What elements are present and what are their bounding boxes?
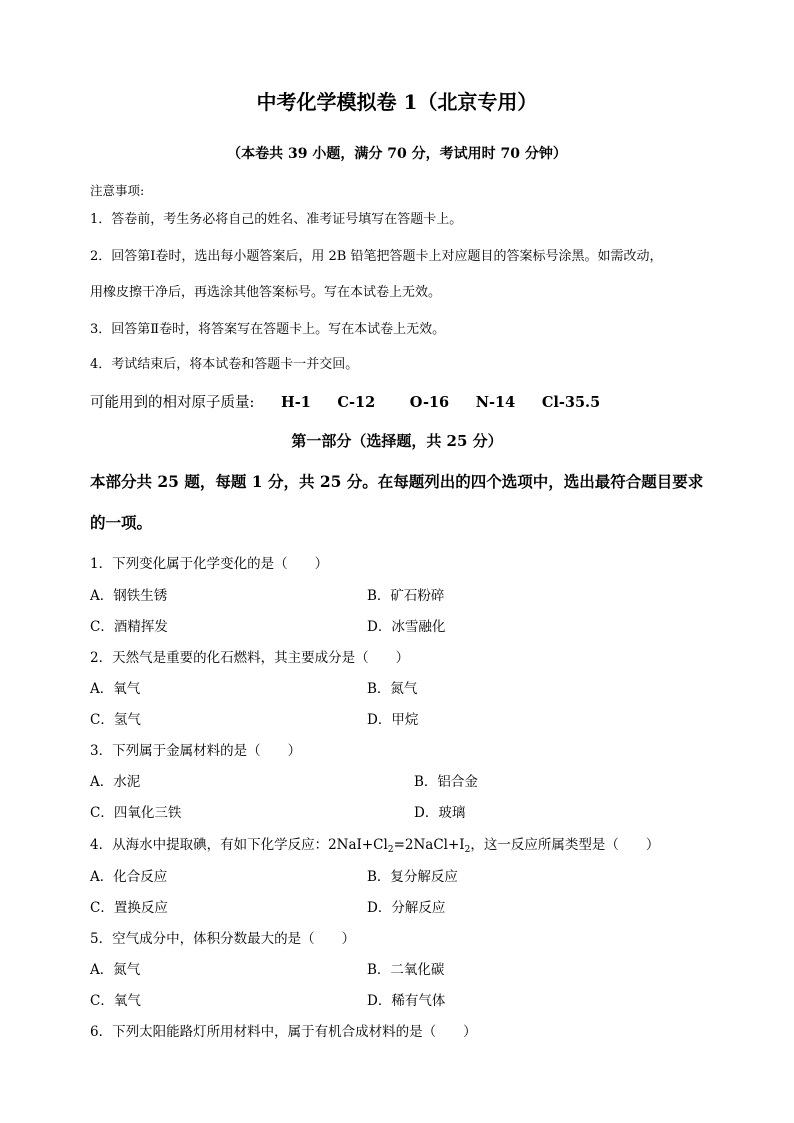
note-item: 3．回答第Ⅱ卷时，将答案写在答题卡上。写在本试卷上无效。 — [90, 322, 446, 337]
atomic-masses — [90, 391, 600, 412]
option-d: D．玻璃 — [414, 805, 466, 821]
atomic-mass-item: Cl-35.5 — [541, 394, 601, 411]
subscript: 2 — [387, 845, 394, 855]
option-a: A．水泥 — [90, 774, 141, 790]
option-c: C．氢气 — [90, 712, 141, 728]
page-title: 中考化学模拟卷 1（北京专用） — [256, 90, 538, 114]
stem-part: 4．从海水中提取碘，有如下化学反应：2NaI+Cl — [90, 837, 388, 853]
option-b: B．复分解反应 — [367, 869, 458, 885]
atomic-mass-item: N-14 — [475, 394, 516, 411]
option-b: B．矿石粉碎 — [367, 588, 445, 604]
stem-part: ，这一反应所属类型是（ ） — [470, 837, 660, 853]
notes-heading: 注意事项: — [90, 183, 145, 198]
atomic-mass-item: C-12 — [337, 394, 376, 411]
option-a: A．氧气 — [90, 681, 141, 697]
option-a: A．钢铁生锈 — [90, 588, 168, 604]
note-item: 1．答卷前，考生务必将自己的姓名、准考证号填写在答题卡上。 — [90, 212, 463, 227]
atomic-masses-label: 可能用到的相对原子质量: — [90, 395, 255, 411]
stem-part: =2NaCl+I — [393, 837, 465, 853]
note-item: 2．回答第Ⅰ卷时，选出每小题答案后，用 2B 铅笔把答题卡上对应题目的答案标号涂黑。如需改动， — [90, 249, 663, 264]
part-intro: 本部分共 25 题，每题 1 分，共 25 分。在每题列出的四个选项中，选出最符合题目要求 — [90, 472, 704, 491]
option-a: A．化合反应 — [90, 869, 168, 885]
note-item: 用橡皮擦干净后，再选涂其他答案标号。写在本试卷上无效。 — [90, 285, 442, 300]
note-item: 4．考试结束后，将本试卷和答题卡一并交回。 — [90, 357, 359, 372]
option-c: C．四氧化三铁 — [90, 805, 182, 821]
option-c: C．酒精挥发 — [90, 619, 168, 635]
question-stem: 1．下列变化属于化学变化的是（ ） — [90, 556, 329, 572]
option-b: B．氮气 — [367, 681, 418, 697]
option-b: B．铝合金 — [414, 774, 478, 790]
question-stem: 5．空气成分中，体积分数最大的是（ ） — [90, 931, 356, 947]
option-c: C．氧气 — [90, 993, 141, 1009]
atomic-mass-item: H-1 — [281, 394, 311, 411]
option-d: D．稀有气体 — [367, 993, 446, 1009]
part-heading: 第一部分（选择题，共 25 分） — [291, 432, 503, 450]
atomic-mass-item: O-16 — [409, 394, 450, 411]
option-d: D．分解反应 — [367, 900, 446, 916]
question-stem: 6．下列太阳能路灯所用材料中，属于有机合成材料的是（ ） — [90, 1024, 477, 1040]
option-c: C．置换反应 — [90, 900, 168, 916]
subscript: 2 — [464, 845, 471, 855]
question-stem — [90, 833, 659, 853]
question-stem: 2．天然气是重要的化石燃料，其主要成分是（ ） — [90, 650, 410, 666]
option-d: D．冰雪融化 — [367, 619, 446, 635]
page-subtitle: （本卷共 39 小题，满分 70 分，考试用时 70 分钟） — [227, 146, 567, 162]
option-d: D．甲烷 — [367, 712, 419, 728]
question-stem: 3．下列属于金属材料的是（ ） — [90, 743, 302, 759]
option-b: B．二氧化碳 — [367, 962, 445, 978]
part-intro: 的一项。 — [90, 513, 153, 532]
option-a: A．氮气 — [90, 962, 141, 978]
